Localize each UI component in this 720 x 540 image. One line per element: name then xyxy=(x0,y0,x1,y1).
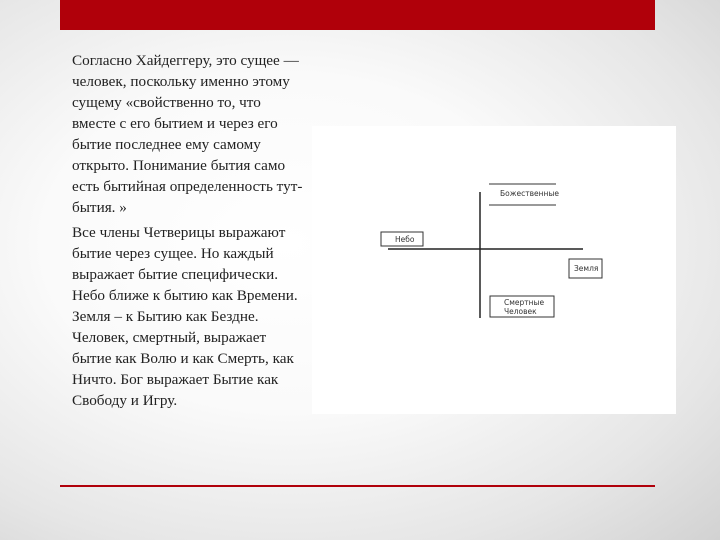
paragraph-heidegger: Согласно Хайдеггеру, это сущее — человек, поскольку именно этому сущему «свойственно то, что вместе с его бытием и через его бытие последнее ему самому открыто. Понимание бытия само есть бытийная определенность тут-бытия. » xyxy=(72,52,303,216)
box-sky xyxy=(381,232,423,246)
box-earth xyxy=(569,259,602,278)
box-mortals xyxy=(490,296,554,317)
label-divine: Божественные xyxy=(500,189,559,198)
top-accent-bar xyxy=(60,0,655,30)
fourfold-diagram xyxy=(312,126,676,414)
label-earth: Земля xyxy=(574,264,599,273)
label-sky: Небо xyxy=(395,235,415,244)
fourfold-diagram-svg xyxy=(312,126,676,414)
text-content xyxy=(72,50,307,411)
box-divine xyxy=(489,184,559,205)
label-human: Человек xyxy=(504,307,537,316)
paragraph-fourfold: Все члены Четверицы выражают бытие через сущее. Но каждый выражает бытие специфически. Небо ближе к бытию как Времени. Земля – к Бытию как Бездне. Человек, смертный, выражает бытие как Волю и как Смерть, как Ничто. Бог выражает Бытие как Свободу и Игру. xyxy=(72,224,298,409)
label-mortals: Смертные xyxy=(504,298,545,307)
bottom-accent-rule xyxy=(60,485,655,487)
